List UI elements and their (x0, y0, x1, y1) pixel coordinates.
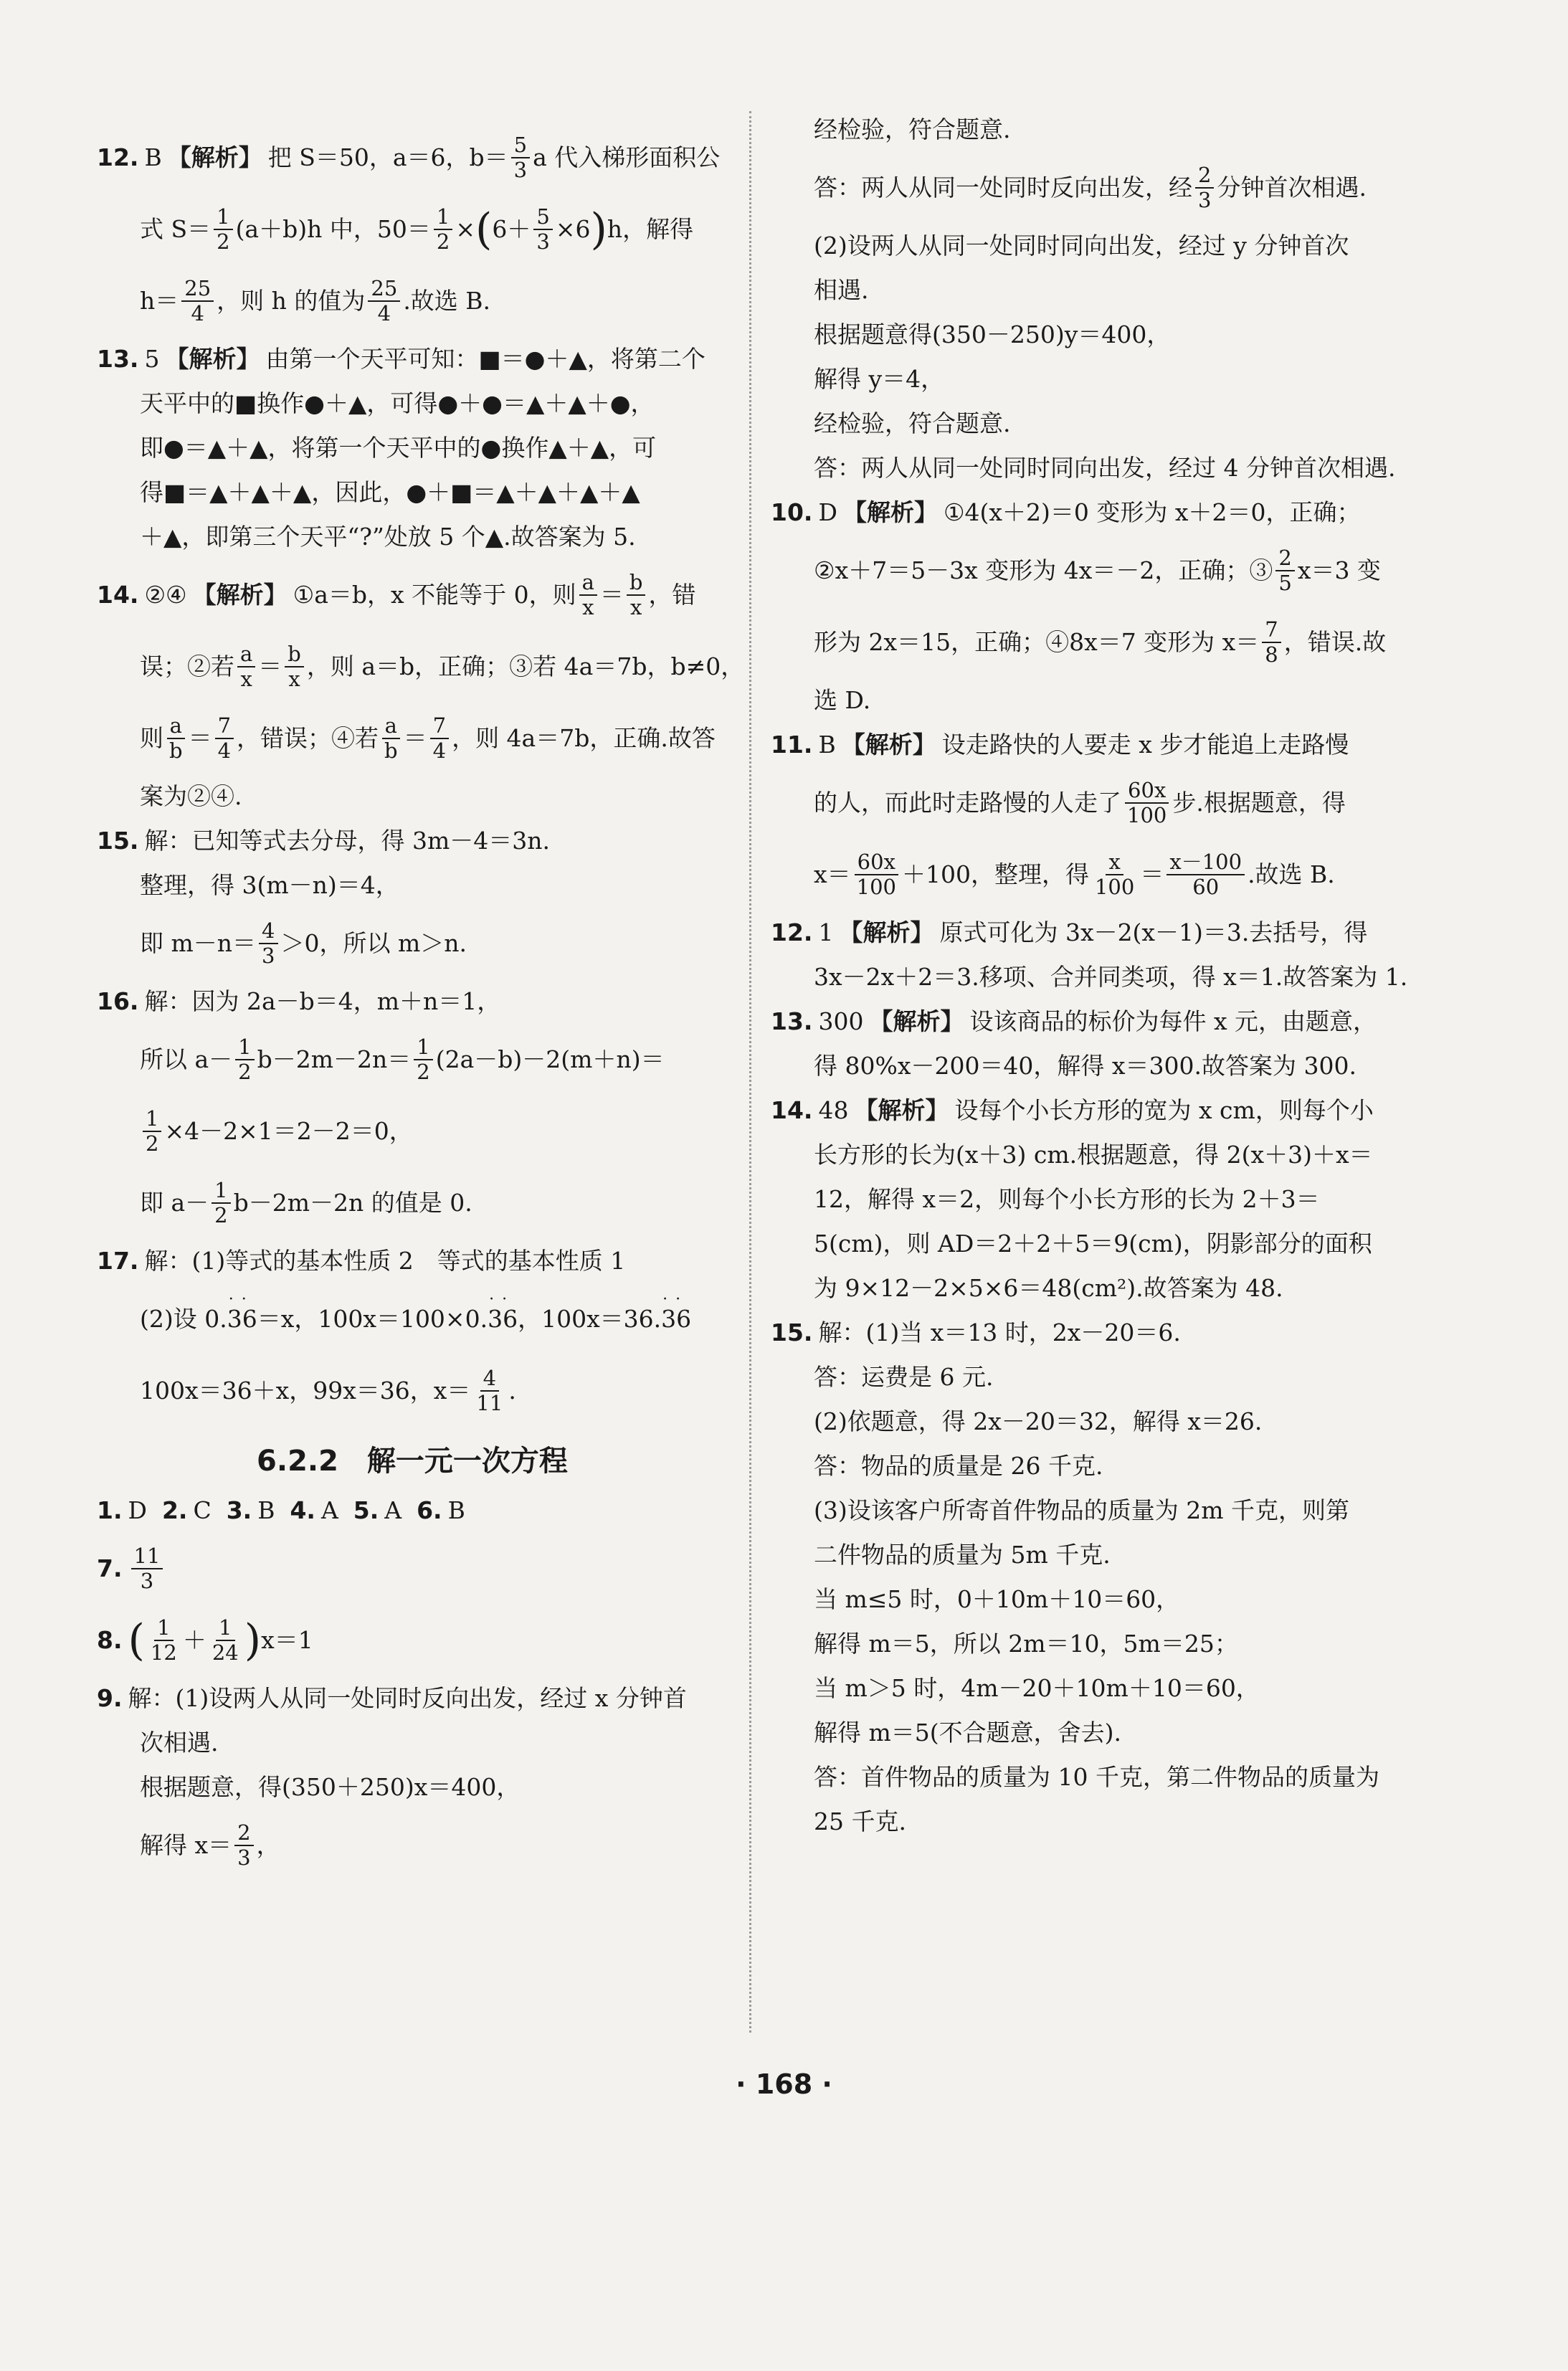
fraction: $\frac{1}{2}$ (214, 205, 232, 255)
fraction: $\frac{7}{8}$ (1262, 618, 1280, 667)
fraction: $\frac{a}{x}$ (579, 571, 597, 620)
answer-16: 16. 解：因为 2a－b＝4，m＋n＝1， 所以 a－ $\frac{1}{2}$ b－2m－2n＝ $\frac{1}{2}$ (2a－b)－2(m＋n)＝ $\frac{1}{2}$ ×4－2×1＝2－2＝0， 即 a－ $\frac{1}{2}$ b－2m－2n 的值是 0. (97, 987, 665, 1227)
repeating-decimal: · · 36 (488, 1304, 518, 1335)
right-column (771, 108, 1408, 1844)
fraction: $\frac{b}{x}$ (285, 642, 304, 692)
column-divider (749, 111, 751, 2033)
fraction: $\frac{25}{4}$ (181, 277, 214, 326)
fraction: $\frac{x-100}{60}$ (1167, 850, 1245, 900)
answer-9: 9. 解：(1)设两人从同一处同时反向出发，经过 x 分钟首 次相遇. 根据题意，得(350＋250)x＝400， 解得 x＝ $\frac{2}{3}$ ， (97, 1683, 687, 1870)
repeating-decimal: · · 36 (661, 1304, 691, 1335)
answer-13-right: 13. 300 【解析】 设该商品的标价为每件 x 元，由题意， 得 80%x－200＝40，解得 x＝300.故答案为 300. (771, 1007, 1377, 1080)
fraction: $\frac{11}{3}$ (131, 1544, 163, 1594)
fraction: $\frac{1}{2}$ (434, 205, 452, 255)
fraction: $\frac{a}{x}$ (237, 642, 255, 692)
answer-15: 15. 解：已知等式去分母，得 3m－4＝3n. 整理，得 3(m－n)＝4， 即 m－n＝ $\frac{4}{3}$ ＞0，所以 m＞n. (97, 826, 550, 968)
answer-12: 12. B 【解析】 把 S＝50，a＝6，b＝ $\frac{5}{3}$ a 代入梯形面积公 式 S＝ $\frac{1}{2}$ (a＋b)h 中，50＝ $\frac{1}{2}$ × ( 6＋ $\frac{5}{3}$ ×6 ) h，解得 h＝ $\frac{25}{4}$ ，则 h 的值为 $\frac{25}{4}$ .故选 B. (97, 132, 721, 326)
fraction: $\frac{7}{4}$ (215, 714, 234, 764)
fraction: $\frac{x}{100}$ (1094, 849, 1135, 899)
fraction: $\frac{60x}{100}$ (1124, 779, 1169, 828)
answer-7: 7. $\frac{11}{3}$ (97, 1533, 728, 1605)
fraction: $\frac{1}{2}$ (143, 1107, 161, 1156)
answer-17: 17. 解：(1)等式的基本性质 2 等式的基本性质 1 (2)设 0. · · 36 ＝x，100x＝100×0. · · 36 ，100x＝36. · · 36 100x＝36＋x，99x＝36，x＝ $\frac{4}{11}$ . (97, 1239, 728, 1427)
answer-12-right: 12. 1 【解析】 原式可化为 3x－2(x－1)＝3.去括号，得 3x－2x＋2＝3.移项、合并同类项，得 x＝1.故答案为 1. (771, 918, 1408, 991)
fraction: $\frac{1}{24}$ (212, 1615, 239, 1665)
fraction: $\frac{b}{x}$ (627, 571, 646, 620)
fraction: $\frac{5}{3}$ (533, 205, 552, 255)
repeating-decimal: · · 36 (227, 1304, 257, 1335)
fraction: $\frac{2}{3}$ (234, 1821, 253, 1871)
fraction: $\frac{60x}{100}$ (854, 850, 899, 900)
answer-10: 10. D 【解析】 ①4(x＋2)＝0 变形为 x＋2＝0，正确； ②x＋7＝5－3x 变形为 4x＝－2，正确；③ $\frac{2}{5}$ x＝3 变 形为 2x＝15，正确；④8x＝7 变形为 x＝ $\frac{7}{8}$ ，错误.故 选 D. (771, 498, 1387, 714)
answer-8: 8. ( $\frac{1}{12}$ ＋ $\frac{1}{24}$ ) x＝1 (97, 1615, 313, 1666)
answer-11: 11. B 【解析】 设走路快的人要走 x 步才能追上走路慢 的人，而此时走路慢的人走了 $\frac{60x}{100}$ 步.根据题意，得 x＝ $\frac{60x}{100}$ ＋100，整理，得 $\frac{x}{100}$ ＝ $\frac{x-100}{60}$ .故选 B. (771, 730, 1349, 899)
fraction: $\frac{1}{2}$ (212, 1179, 230, 1228)
fraction: $\frac{7}{4}$ (430, 714, 449, 764)
answer-13: 13. 5 【解析】 由第一个天平可知：■＝●＋▲，将第二个 天平中的■换作●＋▲，可得●＋●＝▲＋▲＋●， 即●＝▲＋▲，将第一个天平中的●换作▲＋▲，可 得■＝▲＋▲＋▲，因此，●＋■＝▲＋▲＋▲＋▲ ＋▲，即第三个天平“?”处放 5 个▲.故答案为 5. (97, 344, 705, 551)
fraction: $\frac{2}{3}$ (1195, 163, 1214, 213)
fraction: $\frac{a}{b}$ (166, 714, 186, 764)
answers-1-6: 1. D 2. C 3. B 4. A 5. A 6. B (97, 1496, 465, 1524)
answer-15-right: 15. 解：(1)当 x＝13 时，2x－20＝6. 答：运费是 6 元. (2)依题意，得 2x－20＝32，解得 x＝26. 答：物品的质量是 26 千克. (3)设该客户所寄首件物品的质量为 2m 千克，则第 二件物品的质量为 5m 千克. 当 m≤5 时，0＋10m＋10＝60， 解得 m＝5，所以 2m＝10，5m＝25； 当 m＞5 时，4m－20＋10m＋10＝60， 解得 m＝5(不合题意，舍去). 答：首件物品的质量为 10 千克，第二件物品的质量为 25 千克. (771, 1318, 1379, 1835)
section-title: 6.2.2 解一元一次方程 (257, 1445, 568, 1478)
left-column (97, 122, 745, 1881)
fraction: $\frac{4}{11}$ (476, 1365, 503, 1415)
fraction: $\frac{a}{b}$ (381, 714, 401, 764)
fraction: $\frac{1}{2}$ (414, 1035, 432, 1085)
fraction: $\frac{25}{4}$ (368, 277, 400, 326)
page-number: · 168 · (736, 2068, 832, 2100)
fraction: $\frac{4}{3}$ (259, 919, 277, 969)
answer-9-continued: 经检验，符合题意. 答：两人从同一处同时反向出发，经 $\frac{2}{3}$ 分钟首次相遇. (2)设两人从同一处同时同向出发，经过 y 分钟首次 相遇. 根据题意得(350－250)y＝400， 解得 y＝4， 经检验，符合题意. 答：两人从同一处同时同向出发，经过 4 分钟首次相遇. (814, 115, 1396, 482)
answer-14: 14. ②④ 【解析】 ①a＝b，x 不能等于 0，则 $\frac{a}{x}$ ＝ $\frac{b}{x}$ ，错 误；②若 $\frac{a}{x}$ ＝ $\frac{b}{x}$ ，则 a＝b，正确；③若 4a＝7b，b≠0， 则 $\frac{a}{b}$ ＝ $\frac{7}{4}$ ，错误；④若 $\frac{a}{b}$ ＝ $\frac{7}{4}$ ，则 4a＝7b，正确.故答 案为②④. (97, 569, 745, 810)
fraction: $\frac{1}{12}$ (150, 1615, 177, 1665)
fraction: $\frac{1}{2}$ (235, 1035, 254, 1085)
answer-14-right: 14. 48 【解析】 设每个小长方形的宽为 x cm，则每个小 长方形的长为(x＋3) cm.根据题意，得 2(x＋3)＋x＝ 12，解得 x＝2，则每个小长方形的长为 2＋3＝ 5(cm)，则 AD＝2＋2＋5＝9(cm)，阴影部分的面积 为 9×12－2×5×6＝48(cm²).故答案为 48. (771, 1096, 1374, 1302)
fraction: $\frac{5}{3}$ (511, 133, 530, 183)
fraction: $\frac{2}{5}$ (1275, 546, 1294, 596)
